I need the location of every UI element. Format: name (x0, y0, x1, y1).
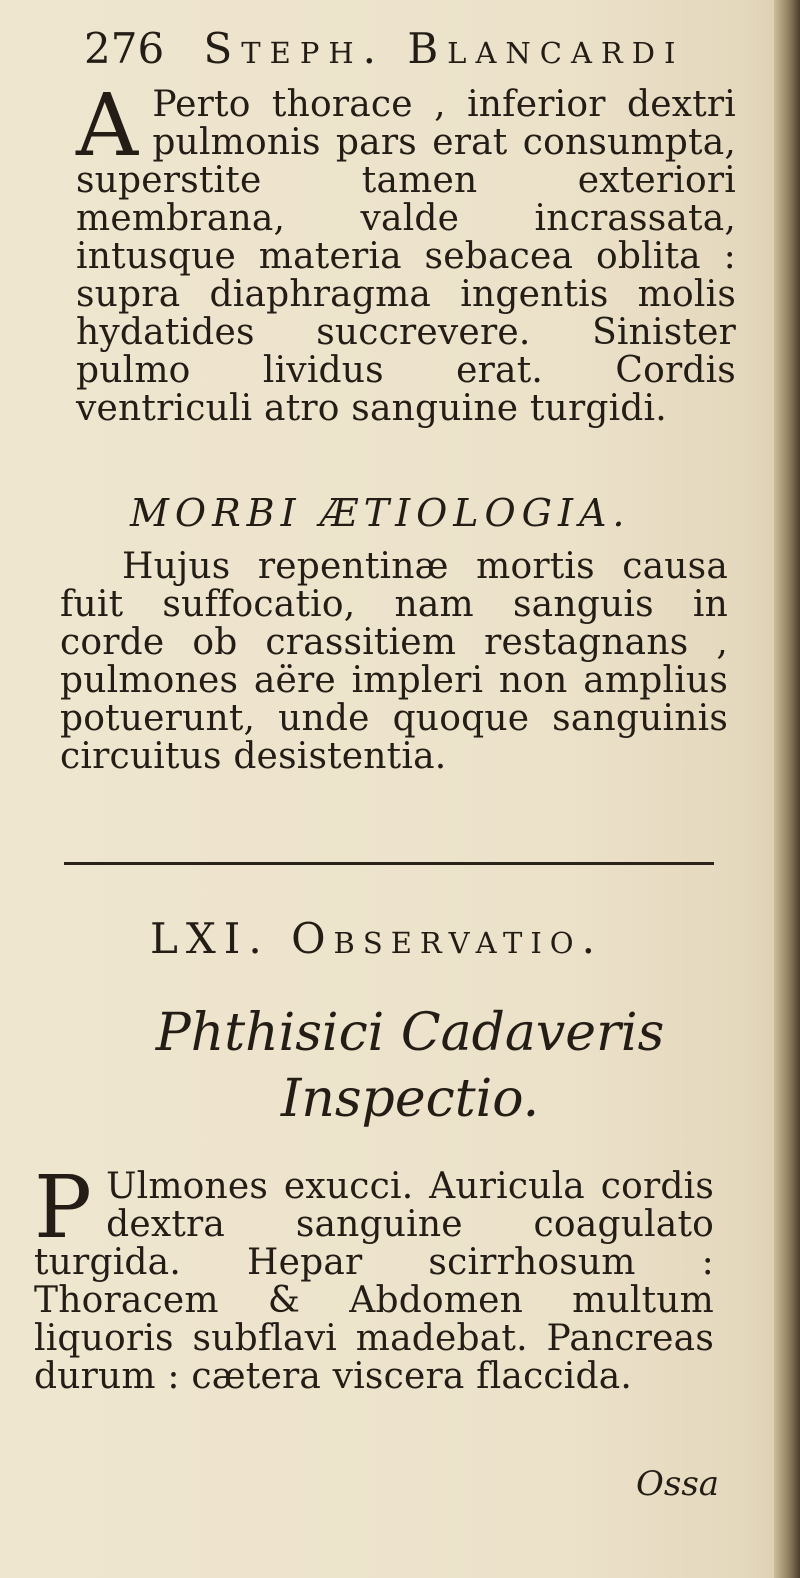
paragraph-text: Ulmones exucci. Auricula cordis dextra sanguine coagulato turgida. Hepar scirrhosum : Thoracem & Abdomen multum liquoris subflavi madebat. Pancreas durum : cætera viscera flaccida. (34, 1166, 714, 1397)
observation-title: Phthisici Cadaveris Inspectio. (155, 1003, 665, 1129)
observation-label: Observatio. (291, 914, 603, 963)
running-header (84, 22, 724, 76)
observation-heading (150, 912, 603, 966)
autopsy-paragraph (76, 76, 736, 429)
horizontal-rule (64, 862, 714, 865)
observation-number: LXI. (150, 914, 270, 963)
paragraph-text: Hujus repentinæ mortis causa fuit suffocatio, nam sanguis in corde ob crassitiem restagnans , pulmones aëre impleri non amplius potuerunt, unde quoque sanguinis circuitus desistentia. (60, 546, 728, 777)
drop-cap: P (34, 1158, 93, 1258)
section-heading: MORBI ÆTIOLOGIA. (130, 491, 631, 535)
drop-cap: A (76, 76, 139, 176)
running-title: Steph. Blancardi (203, 24, 685, 73)
paragraph-text: Perto thorace , inferior dextri pulmonis pars erat consumpta, superstite tamen exteriori membrana, valde incrassata, intusque materia sebacea oblita : supra diaphragma ingentis molis hydatides succrevere. Sinister pulmo lividus erat. Cordis ventriculi atro sanguine turgidi. (76, 84, 736, 429)
phthisis-paragraph (34, 1158, 714, 1397)
aetiology-paragraph (60, 548, 728, 776)
book-binding-edge (774, 0, 800, 1578)
page-number: 276 (84, 24, 165, 73)
catchword: Ossa (636, 1464, 720, 1504)
